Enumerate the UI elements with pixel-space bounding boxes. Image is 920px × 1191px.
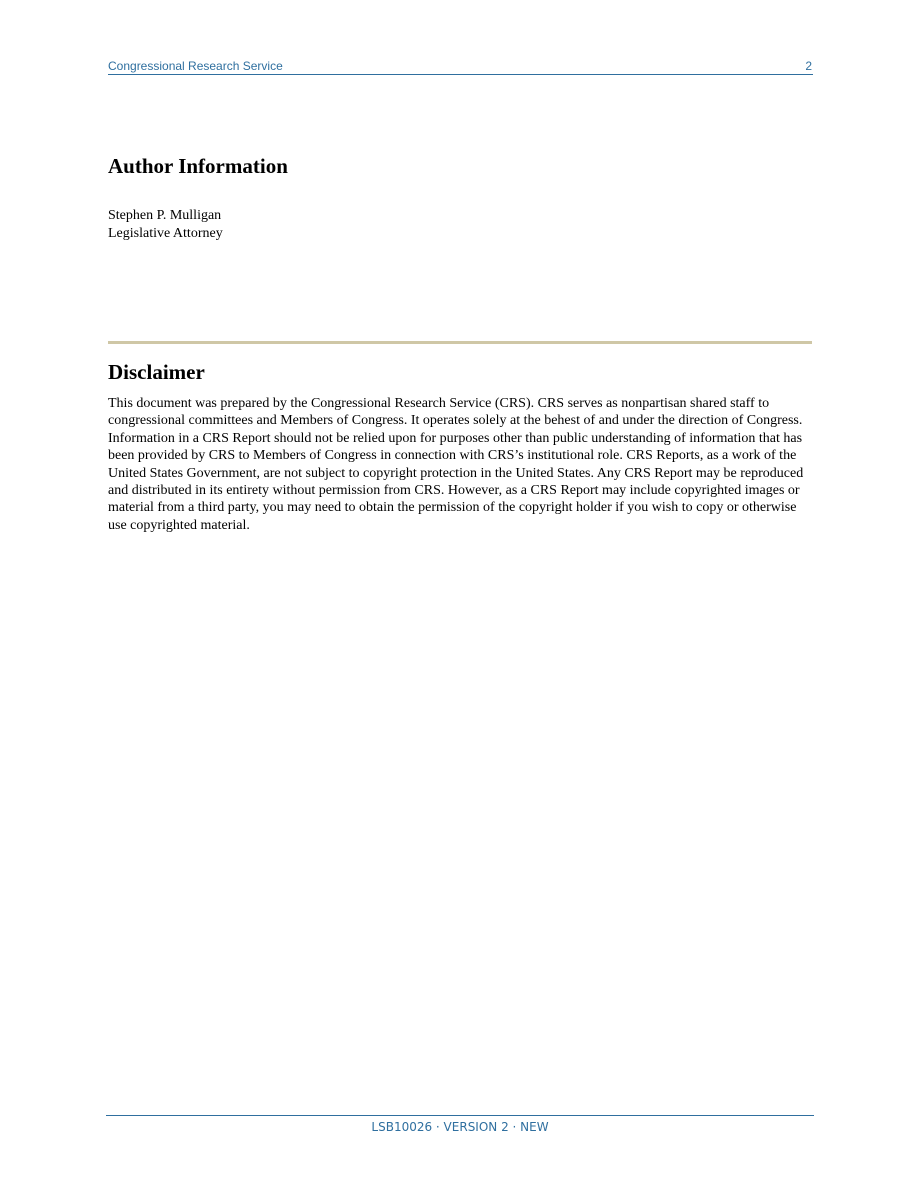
author-block	[108, 207, 223, 243]
section-divider	[108, 341, 812, 344]
page-number: 2	[805, 59, 812, 73]
page-header	[108, 58, 813, 75]
author-role: Legislative Attorney	[108, 226, 223, 241]
author-name: Stephen P. Mulligan	[108, 208, 222, 223]
footer-rule	[106, 1115, 814, 1116]
disclaimer-body: This document was prepared by the Congressional Research Service (CRS). CRS serves as nonpartisan shared staff to congressional committees and Members of Congress. It operates solely at the behest of and under the direction of Congress. Information in a CRS Report should not be relied upon for purposes other than public understanding of information that has been provided by CRS to Members of Congress in connection with CRS’s institutional role. CRS Reports, as a work of the United States Government, are not subject to copyright protection in the United States. Any CRS Report may be reproduced and distributed in its entirety without permission from CRS. However, as a CRS Report may include copyrighted images or material from a third party, you may need to obtain the permission of the copyright holder if you wish to copy or otherwise use copyrighted material.	[108, 396, 804, 533]
disclaimer-heading: Disclaimer	[108, 360, 205, 384]
author-information-heading: Author Information	[108, 154, 288, 178]
footer-document-id: LSB10026 · VERSION 2 · NEW	[371, 1120, 549, 1134]
header-organization: Congressional Research Service	[108, 59, 283, 73]
